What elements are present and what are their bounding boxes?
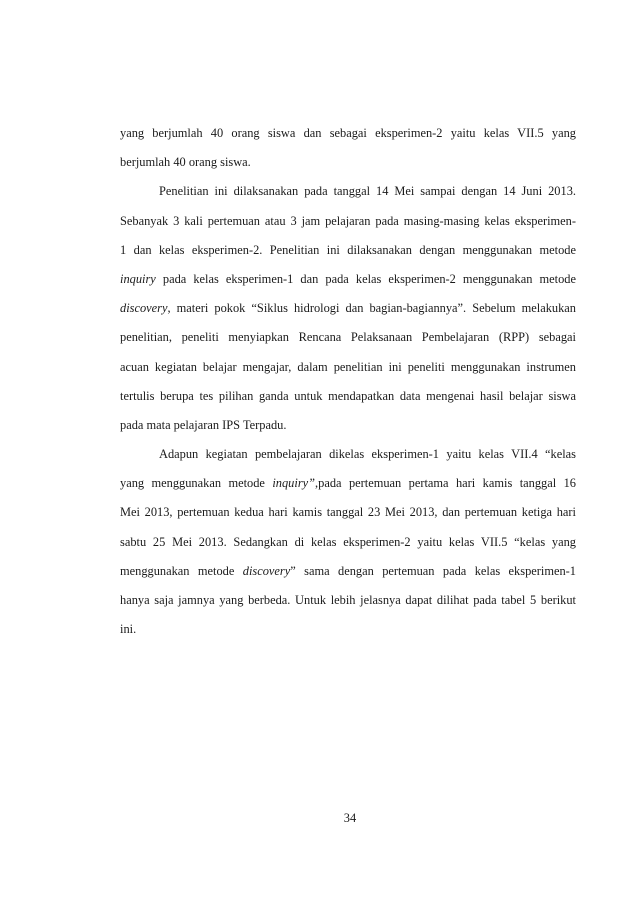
text-line xyxy=(120,323,576,352)
text-line xyxy=(120,294,576,323)
text-line xyxy=(120,265,576,294)
text-line xyxy=(120,236,576,265)
text-segment: Adapun kegiatan pembelajaran dikelas eksperimen-1 yaitu kelas VII.4 “kelas xyxy=(159,447,576,462)
text-segment: ,pada pertemuan pertama hari kamis tanggal 16 xyxy=(315,476,576,491)
text-line xyxy=(120,411,576,440)
text-segment: yang menggunakan metode xyxy=(120,476,273,491)
text-line xyxy=(120,119,576,148)
text-segment: , materi pokok “Siklus hidrologi dan bagian-bagiannya”. Sebelum melakukan xyxy=(167,301,576,316)
italic-term: inquiry” xyxy=(272,476,316,491)
text-line xyxy=(120,382,576,411)
text-segment: yang berjumlah 40 orang siswa dan sebagai eksperimen-2 yaitu kelas VII.5 yang xyxy=(120,126,576,140)
text-segment: sabtu 25 Mei 2013. Sedangkan di kelas eksperimen-2 yaitu kelas VII.5 “kelas yang xyxy=(120,534,576,549)
text-line xyxy=(120,177,576,206)
text-line xyxy=(120,615,576,644)
text-segment: ini. xyxy=(120,622,137,637)
text-line xyxy=(120,528,576,557)
italic-term: discovery xyxy=(242,563,291,578)
italic-term: discovery xyxy=(120,301,168,316)
text-line xyxy=(120,207,576,236)
italic-term: inquiry xyxy=(120,271,156,286)
text-segment: berjumlah 40 orang siswa. xyxy=(120,155,251,170)
text-segment: tertulis berupa tes pilihan ganda untuk mendapatkan data mengenai hasil belajar siswa xyxy=(120,388,576,403)
text-segment: hanya saja jamnya yang berbeda. Untuk lebih jelasnya dapat dilihat pada tabel 5 berikut xyxy=(120,593,576,607)
text-line xyxy=(120,586,576,615)
text-segment: 1 dan kelas eksperimen-2. Penelitian ini dilaksanakan dengan menggunakan metode xyxy=(120,242,576,257)
body-text xyxy=(120,119,576,644)
text-segment: Sebanyak 3 kali pertemuan atau 3 jam pelajaran pada masing-masing kelas eksperimen- xyxy=(120,213,576,228)
text-line xyxy=(120,353,576,382)
text-segment: ” sama dengan pertemuan pada kelas eksperimen-1 xyxy=(290,563,576,578)
text-line xyxy=(120,469,576,498)
text-segment: pada kelas eksperimen-1 dan pada kelas eksperimen-2 menggunakan metode xyxy=(155,271,576,286)
text-line xyxy=(120,440,576,469)
text-line xyxy=(120,557,576,586)
text-line xyxy=(120,498,576,527)
text-segment: pada mata pelajaran IPS Terpadu. xyxy=(120,417,287,432)
page-number: 34 xyxy=(343,811,357,825)
text-segment: Penelitian ini dilaksanakan pada tanggal 14 Mei sampai dengan 14 Juni 2013. xyxy=(159,184,576,199)
text-segment: menggunakan metode xyxy=(120,563,243,578)
text-segment: acuan kegiatan belajar mengajar, dalam penelitian ini peneliti menggunakan instrumen xyxy=(120,359,576,374)
text-line xyxy=(120,148,576,177)
text-segment: penelitian, peneliti menyiapkan Rencana Pelaksanaan Pembelajaran (RPP) sebagai xyxy=(120,330,576,345)
text-segment: Mei 2013, pertemuan kedua hari kamis tanggal 23 Mei 2013, dan pertemuan ketiga hari xyxy=(120,505,576,520)
